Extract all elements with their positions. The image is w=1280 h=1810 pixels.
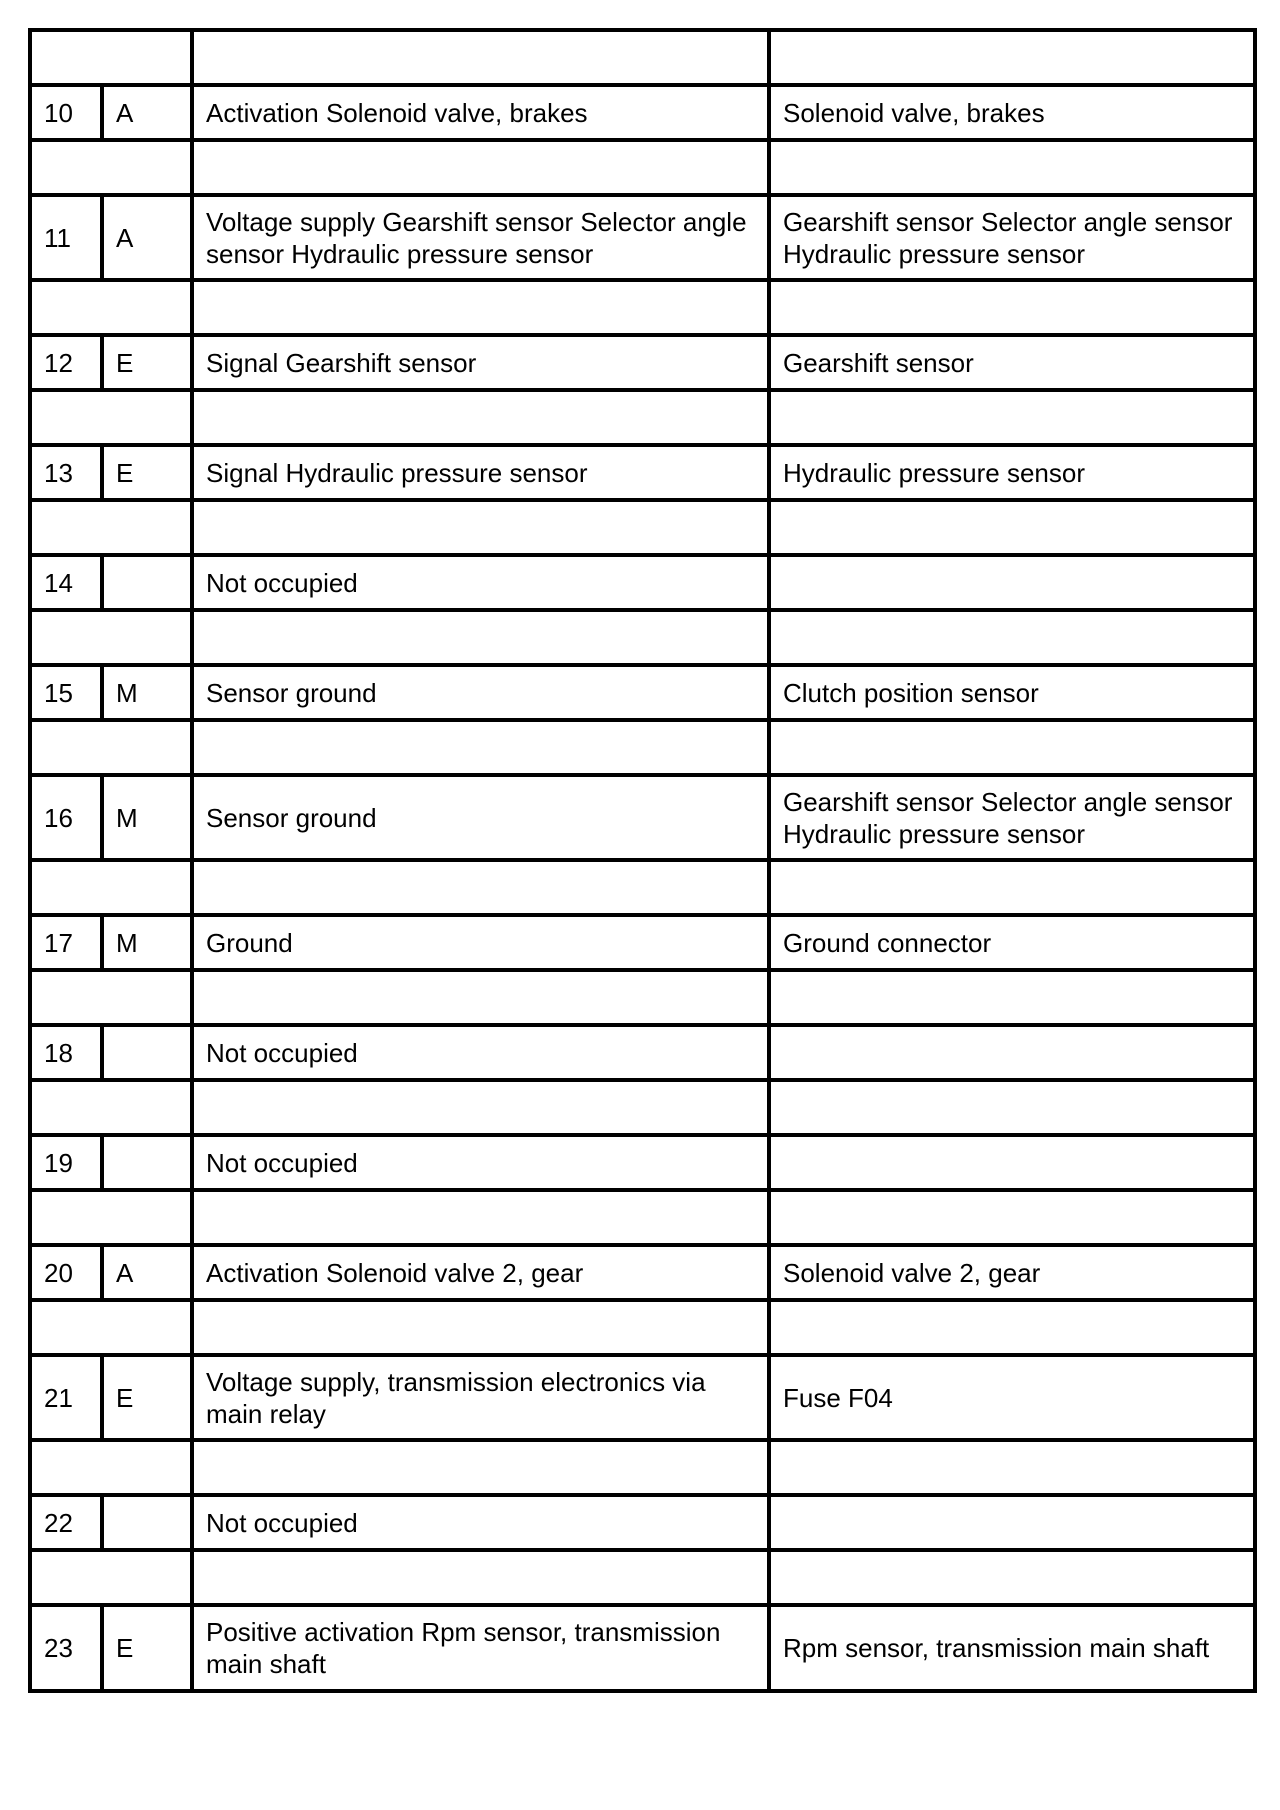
spacer-cell [192, 140, 769, 195]
spacer-cell [192, 860, 769, 915]
spacer-cell [192, 30, 769, 85]
spacer-cell [192, 1300, 769, 1355]
pin-row [30, 555, 1255, 610]
signal-type: E [102, 445, 192, 500]
pin-description: Sensor ground [192, 665, 769, 720]
pin-number: 22 [30, 1495, 102, 1550]
pin-row [30, 915, 1255, 970]
spacer-cell [30, 1440, 192, 1495]
pin-description: Not occupied [192, 1025, 769, 1080]
pin-number: 13 [30, 445, 102, 500]
spacer-cell [769, 140, 1255, 195]
spacer-cell [192, 1440, 769, 1495]
spacer-cell [192, 1080, 769, 1135]
pin-number: 10 [30, 85, 102, 140]
spacer-row [30, 1300, 1255, 1355]
connected-component [769, 1025, 1255, 1080]
pin-row [30, 85, 1255, 140]
pin-number: 15 [30, 665, 102, 720]
pin-description: Ground [192, 915, 769, 970]
connected-component: Solenoid valve, brakes [769, 85, 1255, 140]
signal-type [102, 1135, 192, 1190]
pin-row [30, 775, 1255, 860]
signal-type [102, 1025, 192, 1080]
spacer-row [30, 610, 1255, 665]
pin-row [30, 195, 1255, 280]
pin-number: 19 [30, 1135, 102, 1190]
pin-number: 14 [30, 555, 102, 610]
spacer-cell [30, 1080, 192, 1135]
signal-type [102, 1495, 192, 1550]
pin-description: Activation Solenoid valve 2, gear [192, 1245, 769, 1300]
spacer-row [30, 720, 1255, 775]
spacer-cell [30, 1300, 192, 1355]
spacer-row [30, 390, 1255, 445]
spacer-cell [192, 970, 769, 1025]
spacer-row [30, 1190, 1255, 1245]
pin-row [30, 1025, 1255, 1080]
spacer-cell [30, 140, 192, 195]
spacer-row [30, 1550, 1255, 1605]
spacer-row [30, 280, 1255, 335]
signal-type: M [102, 915, 192, 970]
spacer-cell [769, 1080, 1255, 1135]
pin-description: Not occupied [192, 1135, 769, 1190]
pin-description: Not occupied [192, 555, 769, 610]
spacer-cell [30, 970, 192, 1025]
spacer-cell [769, 970, 1255, 1025]
connected-component: Hydraulic pressure sensor [769, 445, 1255, 500]
spacer-cell [769, 30, 1255, 85]
spacer-cell [30, 390, 192, 445]
pin-row [30, 1605, 1255, 1691]
spacer-cell [769, 720, 1255, 775]
pin-row [30, 335, 1255, 390]
connected-component [769, 555, 1255, 610]
pin-row [30, 1245, 1255, 1300]
spacer-cell [30, 280, 192, 335]
spacer-cell [30, 30, 192, 85]
spacer-cell [30, 860, 192, 915]
pin-row [30, 1495, 1255, 1550]
pin-assignment-table [28, 28, 1257, 1693]
connected-component: Gearshift sensor [769, 335, 1255, 390]
connected-component: Gearshift sensor Selector angle sensor Hydraulic pressure sensor [769, 775, 1255, 860]
signal-type: E [102, 335, 192, 390]
pin-number: 11 [30, 195, 102, 280]
pin-row [30, 665, 1255, 720]
pin-description: Signal Gearshift sensor [192, 335, 769, 390]
pin-description: Positive activation Rpm sensor, transmission main shaft [192, 1605, 769, 1691]
signal-type [102, 555, 192, 610]
pin-description: Activation Solenoid valve, brakes [192, 85, 769, 140]
pin-description: Voltage supply, transmission electronics via main relay [192, 1355, 769, 1440]
spacer-cell [192, 610, 769, 665]
spacer-row [30, 1440, 1255, 1495]
spacer-cell [192, 1190, 769, 1245]
pin-number: 18 [30, 1025, 102, 1080]
pin-number: 21 [30, 1355, 102, 1440]
spacer-cell [192, 500, 769, 555]
connected-component [769, 1495, 1255, 1550]
pin-number: 16 [30, 775, 102, 860]
spacer-row [30, 970, 1255, 1025]
spacer-cell [30, 610, 192, 665]
signal-type: E [102, 1355, 192, 1440]
connected-component: Ground connector [769, 915, 1255, 970]
spacer-cell [769, 390, 1255, 445]
spacer-row [30, 500, 1255, 555]
spacer-cell [192, 280, 769, 335]
spacer-row [30, 1080, 1255, 1135]
pin-number: 20 [30, 1245, 102, 1300]
pin-description: Not occupied [192, 1495, 769, 1550]
spacer-cell [30, 720, 192, 775]
connected-component: Fuse F04 [769, 1355, 1255, 1440]
pin-number: 23 [30, 1605, 102, 1691]
spacer-row [30, 140, 1255, 195]
connected-component: Rpm sensor, transmission main shaft [769, 1605, 1255, 1691]
spacer-cell [192, 1550, 769, 1605]
pin-number: 12 [30, 335, 102, 390]
spacer-row [30, 860, 1255, 915]
spacer-cell [769, 610, 1255, 665]
pin-row [30, 1135, 1255, 1190]
pin-description: Signal Hydraulic pressure sensor [192, 445, 769, 500]
pin-description: Sensor ground [192, 775, 769, 860]
spacer-cell [30, 1190, 192, 1245]
spacer-cell [769, 1550, 1255, 1605]
pin-description: Voltage supply Gearshift sensor Selector angle sensor Hydraulic pressure sensor [192, 195, 769, 280]
signal-type: M [102, 775, 192, 860]
spacer-row [30, 30, 1255, 85]
signal-type: A [102, 195, 192, 280]
connected-component: Gearshift sensor Selector angle sensor Hydraulic pressure sensor [769, 195, 1255, 280]
spacer-cell [769, 500, 1255, 555]
spacer-cell [769, 860, 1255, 915]
connected-component [769, 1135, 1255, 1190]
spacer-cell [30, 500, 192, 555]
pin-number: 17 [30, 915, 102, 970]
spacer-cell [769, 280, 1255, 335]
spacer-cell [192, 720, 769, 775]
pin-row [30, 445, 1255, 500]
spacer-cell [769, 1440, 1255, 1495]
pin-row [30, 1355, 1255, 1440]
signal-type: A [102, 85, 192, 140]
signal-type: A [102, 1245, 192, 1300]
connected-component: Solenoid valve 2, gear [769, 1245, 1255, 1300]
pin-assignment-body [30, 30, 1255, 1691]
spacer-cell [769, 1190, 1255, 1245]
connected-component: Clutch position sensor [769, 665, 1255, 720]
signal-type: M [102, 665, 192, 720]
spacer-cell [30, 1550, 192, 1605]
spacer-cell [192, 390, 769, 445]
spacer-cell [769, 1300, 1255, 1355]
signal-type: E [102, 1605, 192, 1691]
